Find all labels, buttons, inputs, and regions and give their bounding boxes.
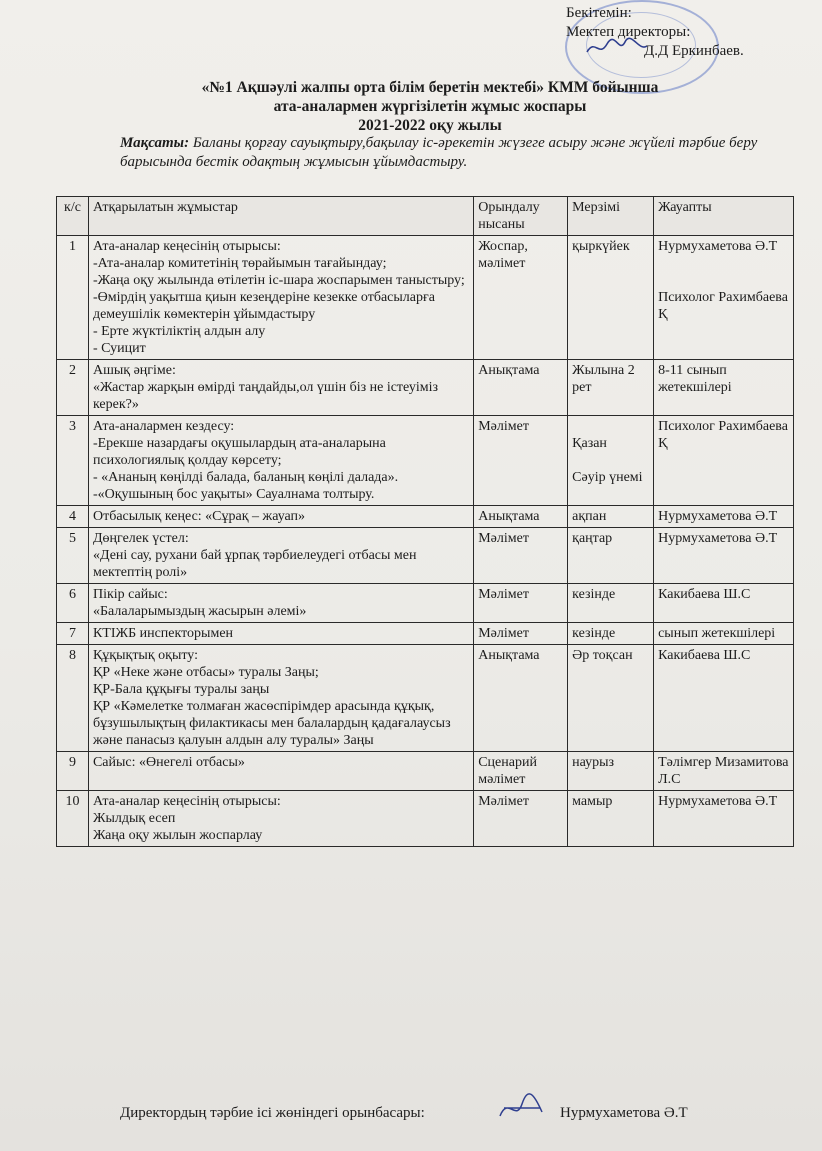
term-value: қаңтар xyxy=(572,531,613,546)
row-form: Мәлімет xyxy=(474,623,568,645)
row-term xyxy=(568,752,654,791)
work-line: -Ерекше назардағы оқушылардың ата-аналарына психологиялық қолдау көрсету; xyxy=(92,436,386,468)
deputy-signature xyxy=(496,1090,546,1126)
table-row xyxy=(57,584,794,623)
row-term xyxy=(568,645,654,752)
footer-position: Директордың тәрбие ісі жөніндегі орынбасары: xyxy=(120,1105,425,1121)
work-line: «Жастар жарқын өмірді таңдайды,ол үшін біз не істеуіміз керек?» xyxy=(92,380,439,412)
term-value: мамыр xyxy=(572,794,613,809)
row-form: Мәлімет xyxy=(474,416,568,506)
header-num: к/с xyxy=(57,197,89,236)
row-responsible xyxy=(654,623,794,645)
work-line: Дөңгелек үстел: xyxy=(92,531,189,546)
row-work xyxy=(88,506,473,528)
table-row xyxy=(57,236,794,360)
work-line: - Суицит xyxy=(92,341,146,356)
title-line-1: «№1 Ақшәулі жалпы орта білім беретін мектебі» КММ бойынша xyxy=(201,79,659,96)
row-form: Анықтама xyxy=(474,506,568,528)
table-row xyxy=(57,416,794,506)
responsible-person: Психолог Рахимбаева Қ xyxy=(658,419,788,451)
header-form: Орындалу нысаны xyxy=(474,197,568,236)
row-form: Мәлімет xyxy=(474,584,568,623)
row-term xyxy=(568,506,654,528)
responsible-person: Нурмухаметова Ә.Т xyxy=(658,509,778,524)
row-work xyxy=(88,791,473,847)
work-line: КТІЖБ инспекторымен xyxy=(92,626,234,641)
goal-statement xyxy=(120,134,770,172)
row-num: 2 xyxy=(57,360,89,416)
goal-label: Мақсаты: xyxy=(120,135,190,151)
row-num: 3 xyxy=(57,416,89,506)
row-term xyxy=(568,236,654,360)
approval-block xyxy=(566,4,816,61)
row-responsible xyxy=(654,752,794,791)
row-term xyxy=(568,791,654,847)
title-line-2: ата-аналармен жүргізілетін жұмыс жоспары xyxy=(273,98,587,115)
table-row xyxy=(57,791,794,847)
approval-label: Бекітемін: xyxy=(566,5,632,21)
title-line-3: 2021-2022 оқу жылы xyxy=(358,117,502,134)
row-term xyxy=(568,416,654,506)
work-line: ҚР «Неке және отбасы» туралы Заңы; xyxy=(92,665,319,680)
row-work xyxy=(88,584,473,623)
approval-position: Мектеп директоры: xyxy=(566,24,691,40)
row-responsible xyxy=(654,645,794,752)
row-form: Анықтама xyxy=(474,360,568,416)
row-num: 1 xyxy=(57,236,89,360)
responsible-person: Нурмухаметова Ә.Т xyxy=(658,794,778,809)
term-value: Қазан xyxy=(572,436,607,451)
table-header-row xyxy=(57,197,794,236)
row-responsible xyxy=(654,584,794,623)
row-form: Сценарий мәлімет xyxy=(474,752,568,791)
row-term xyxy=(568,623,654,645)
work-line: Жаңа оқу жылын жоспарлау xyxy=(92,828,263,843)
responsible-person: Нурмухаметова Ә.Т xyxy=(658,239,778,254)
row-work xyxy=(88,623,473,645)
work-line: Пікір сайыс: xyxy=(92,587,168,602)
row-responsible xyxy=(654,360,794,416)
row-form: Мәлімет xyxy=(474,528,568,584)
responsible-person-2: Психолог Рахимбаева Қ xyxy=(658,290,788,322)
term-value: ақпан xyxy=(572,509,607,524)
row-form: Жоспар, мәлімет xyxy=(474,236,568,360)
work-line: Ата-аналар кеңесінің отырысы: xyxy=(92,794,281,809)
term-value-2: Сәуір үнемі xyxy=(572,470,643,485)
work-line: -«Оқушының бос уақыты» Сауалнама толтыру. xyxy=(92,487,375,502)
work-line: Ата-аналар кеңесінің отырысы: xyxy=(92,239,281,254)
term-value: наурыз xyxy=(572,755,615,770)
work-line: -Ата-аналар комитетінің төрайымын тағайындау; xyxy=(92,256,387,271)
row-num: 6 xyxy=(57,584,89,623)
work-line: Отбасылық кеңес: «Сұрақ – жауап» xyxy=(92,509,306,524)
header-work: Атқарылатын жұмыстар xyxy=(88,197,473,236)
row-work xyxy=(88,528,473,584)
row-work xyxy=(88,752,473,791)
work-line: Ата-аналармен кездесу: xyxy=(92,419,235,434)
table-row xyxy=(57,645,794,752)
responsible-person: Какибаева Ш.С xyxy=(658,648,751,663)
work-line: - «Ананың көңілді балада, баланың көңілі далада». xyxy=(92,470,399,485)
row-work xyxy=(88,360,473,416)
row-num: 10 xyxy=(57,791,89,847)
row-term xyxy=(568,528,654,584)
row-work xyxy=(88,236,473,360)
term-value: кезінде xyxy=(572,626,616,641)
term-value: Жылына 2 рет xyxy=(572,363,635,395)
goal-text: Баланы қорғау сауықтыру,бақылау іс-әрекетін жүзеге асыру және жүйелі тәрбие беру барысында бестік одақтың жұмысын ұйымдастыру. xyxy=(120,135,758,170)
row-form: Мәлімет xyxy=(474,791,568,847)
row-num: 8 xyxy=(57,645,89,752)
responsible-person: 8-11 сынып жетекшілері xyxy=(658,363,732,395)
row-num: 5 xyxy=(57,528,89,584)
footer-name: Нурмухаметова Ә.Т xyxy=(560,1105,688,1121)
term-value: кезінде xyxy=(572,587,616,602)
header-term: Мерзімі xyxy=(568,197,654,236)
row-term xyxy=(568,584,654,623)
work-line: Сайыс: «Өнегелі отбасы» xyxy=(92,755,245,770)
work-line: -Өмірдің уақытша қиын кезеңдеріне кезекке отбасыларға демеушілік көмектерін ұйымдастыру xyxy=(92,290,435,322)
row-form: Анықтама xyxy=(474,645,568,752)
row-responsible xyxy=(654,236,794,360)
plan-table xyxy=(56,196,794,847)
responsible-person: Тәлімгер Мизамитова Л.С xyxy=(658,755,789,787)
responsible-person: Какибаева Ш.С xyxy=(658,587,751,602)
row-responsible xyxy=(654,506,794,528)
term-value: Әр тоқсан xyxy=(572,648,633,663)
responsible-person: сынып жетекшілері xyxy=(658,626,776,641)
row-num: 9 xyxy=(57,752,89,791)
work-line: ҚР-Бала құқығы туралы заңы xyxy=(92,682,270,697)
work-line: Құқықтық оқыту: xyxy=(92,648,198,663)
approval-director-name: Д.Д Еркинбаев. xyxy=(644,43,744,59)
row-num: 4 xyxy=(57,506,89,528)
row-work xyxy=(88,645,473,752)
table-row xyxy=(57,623,794,645)
row-responsible xyxy=(654,791,794,847)
table-row xyxy=(57,360,794,416)
work-line: «Балаларымыздың жасырын әлемі» xyxy=(92,604,307,619)
table-row xyxy=(57,528,794,584)
document-title xyxy=(100,78,760,135)
responsible-person: Нурмухаметова Ә.Т xyxy=(658,531,778,546)
work-line: Жылдық есеп xyxy=(92,811,176,826)
row-work xyxy=(88,416,473,506)
table-row xyxy=(57,752,794,791)
row-term xyxy=(568,360,654,416)
work-line: -Жаңа оқу жылында өтілетін іс-шара жоспарымен таныстыру; xyxy=(92,273,465,288)
work-line: - Ерте жүктіліктің алдын алу xyxy=(92,324,266,339)
table-row xyxy=(57,506,794,528)
term-value: қыркүйек xyxy=(572,239,630,254)
row-responsible xyxy=(654,528,794,584)
row-num: 7 xyxy=(57,623,89,645)
work-line: ҚР «Кәмелетке толмаған жасөспірімдер арасында құқық, бұзушылықтың филактикасы мен балалардың қадағалаусыз және панасыз қалуын алдын алу туралы» Заңы xyxy=(92,699,451,748)
cell-spacer xyxy=(658,255,789,289)
work-line: «Дені сау, рухани бай ұрпақ тәрбиелеудегі отбасы мен мектептің ролі» xyxy=(92,548,417,580)
work-line: Ашық әңгіме: xyxy=(92,363,176,378)
row-responsible xyxy=(654,416,794,506)
footer-signature-line xyxy=(120,1104,760,1123)
header-responsible: Жауапты xyxy=(654,197,794,236)
